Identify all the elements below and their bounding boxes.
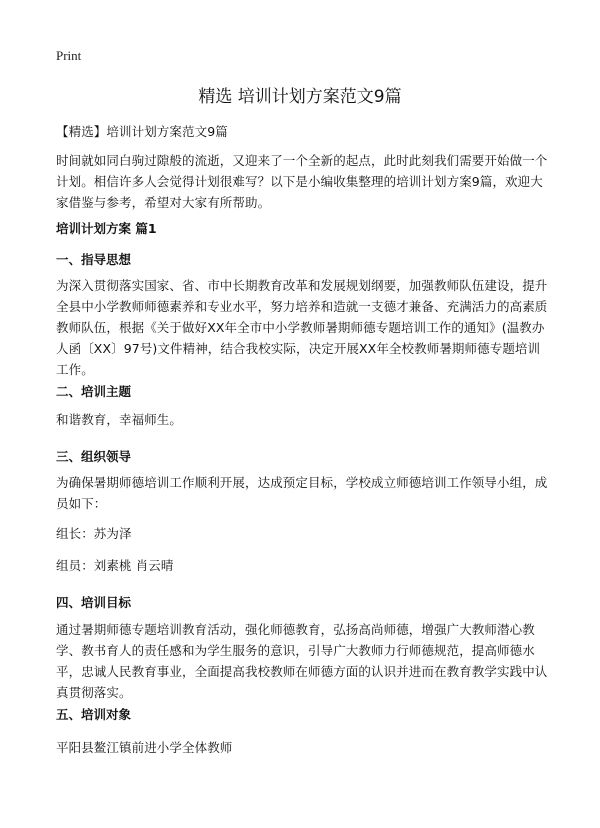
paragraph-training-goals: 通过暑期师德专题培训教育活动，强化师德教育，弘扬高尚师德，增强广大教师潜心教学、教书育人的责任感和为学生服务的意识，引导广大教师力行师德规范，提高师德水平，忠诚人民教育事业，全面提高我校教师在师德方面的认识并进而在教育教学实践中认真贯彻落实。 <box>56 622 548 700</box>
paragraph-training-targets: 平阳县鳌江镇前进小学全体教师 <box>56 740 233 755</box>
paragraph-organization: 为确保暑期师德培训工作顺利开展，达成预定目标，学校成立师德培训工作领导小组，成员如下： <box>56 475 548 511</box>
group-leader: 组长：苏为泽 <box>56 526 132 541</box>
paragraph-guiding-ideology: 为深入贯彻落实国家、省、市中长期教育改革和发展规划纲要，加强教师队伍建设，提升全县中小学教师师德素养和专业水平，努力培养和造就一支德才兼备、充满活力的高素质教师队伍，根据《关于做好XX年全市中小学教师暑期师德专题培训工作的通知》(温教办人函〔XX〕97号)文件精神，结合我校实际，决定开展XX年全校教师暑期师德专题培训工作。 <box>56 278 548 377</box>
section-title: 培训计划方案 篇1 <box>56 221 157 236</box>
heading-training-goals: 四、培训目标 <box>56 595 132 610</box>
print-link[interactable]: Print <box>56 48 82 63</box>
heading-organization: 三、组织领导 <box>56 449 132 464</box>
group-members: 组员：刘素桃 肖云晴 <box>56 558 174 573</box>
page-title: 精选 培训计划方案范文9篇 <box>198 87 402 107</box>
subtitle: 【精选】培训计划方案范文9篇 <box>56 124 228 139</box>
paragraph-training-theme: 和谐教育，幸福师生。 <box>56 412 183 427</box>
heading-guiding-ideology: 一、指导思想 <box>56 252 132 267</box>
intro-paragraph: 时间就如同白驹过隙般的流逝，又迎来了一个全新的起点，此时此刻我们需要开始做一个计划。相信许多人会觉得计划很难写？以下是小编收集整理的培训计划方案9篇，欢迎大家借鉴与参考，希望对大家有所帮助。 <box>56 153 548 210</box>
heading-training-theme: 二、培训主题 <box>56 384 132 399</box>
heading-training-targets: 五、培训对象 <box>56 707 132 722</box>
